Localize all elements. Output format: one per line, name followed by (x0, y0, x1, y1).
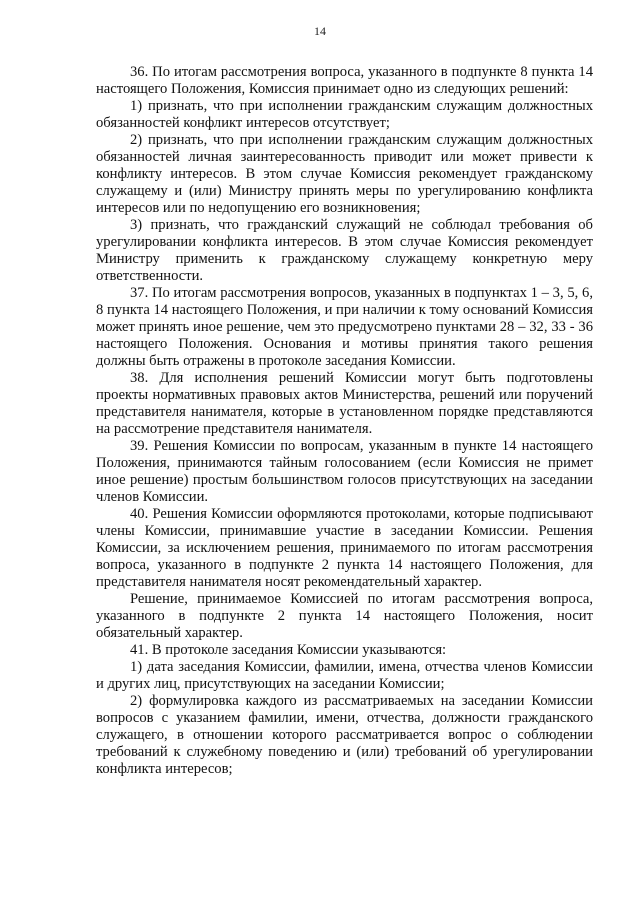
paragraph-40-decision: Решение, принимаемое Комиссией по итогам рассмотрения вопроса, указанного в подпункте 2 пункта 14 настоящего Положения, носит обязательный характер. (96, 591, 593, 641)
paragraph-39: 39. Решения Комиссии по вопросам, указанным в пункте 14 настоящего Положения, принимаются тайным голосованием (если Комиссия не примет иное решение) простым большинством голосов присутствующих на заседании членов Комиссии. (96, 438, 593, 505)
paragraph-41: 41. В протоколе заседания Комиссии указываются: (130, 642, 447, 658)
page-number: 14 (314, 24, 326, 38)
paragraph-40: 40. Решения Комиссии оформляются протоколами, которые подписывают члены Комиссии, принимавшие участие в заседании Комиссии. Решения Комиссии, за исключением решения, принимаемого по итогам рассмотрения вопроса, указанного в подпункте 2 пункта 14 настоящего Положения, для представителя нанимателя носят рекомендательный характер. (96, 506, 593, 590)
paragraph-38: 38. Для исполнения решений Комиссии могут быть подготовлены проекты нормативных правовых актов Министерства, решений или поручений представителя нанимателя, которые в установленном порядке представляются на рассмотрение представителя нанимателя. (96, 370, 593, 437)
document-body (96, 64, 593, 778)
paragraph-41-item-2: 2) формулировка каждого из рассматриваемых на заседании Комиссии вопросов с указанием фамилии, имени, отчества, должности гражданского служащего, в отношении которого рассматривается вопрос о соблюдении требований к служебному поведению и (или) требований об урегулировании конфликта интересов; (96, 693, 593, 777)
paragraph-36-item-2: 2) признать, что при исполнении гражданским служащим должностных обязанностей личная заинтересованность приводит или может привести к конфликту интересов. В этом случае Комиссия рекомендует гражданскому служащему и (или) Министру принять меры по урегулированию конфликта интересов или по недопущению его возникновения; (96, 132, 593, 216)
paragraph-37: 37. По итогам рассмотрения вопросов, указанных в подпунктах 1 – 3, 5, 6, 8 пункта 14 настоящего Положения, и при наличии к тому оснований Комиссия может принять иное решение, чем это предусмотрено пунктами 28 – 32, 33 - 36 настоящего Положения. Основания и мотивы принятия такого решения должны быть отражены в протоколе заседания Комиссии. (96, 285, 593, 369)
paragraph-41-item-1: 1) дата заседания Комиссии, фамилии, имена, отчества членов Комиссии и других лиц, присутствующих на заседании Комиссии; (96, 659, 593, 692)
paragraph-36: 36. По итогам рассмотрения вопроса, указанного в подпункте 8 пункта 14 настоящего Положения, Комиссия принимает одно из следующих решений: (96, 64, 593, 97)
paragraph-36-item-3: 3) признать, что гражданский служащий не соблюдал требования об урегулировании конфликта интересов. В этом случае Комиссия рекомендует Министру применить к гражданскому служащему конкретную меру ответственности. (96, 217, 593, 284)
paragraph-36-item-1: 1) признать, что при исполнении гражданским служащим должностных обязанностей конфликт интересов отсутствует; (96, 98, 593, 131)
